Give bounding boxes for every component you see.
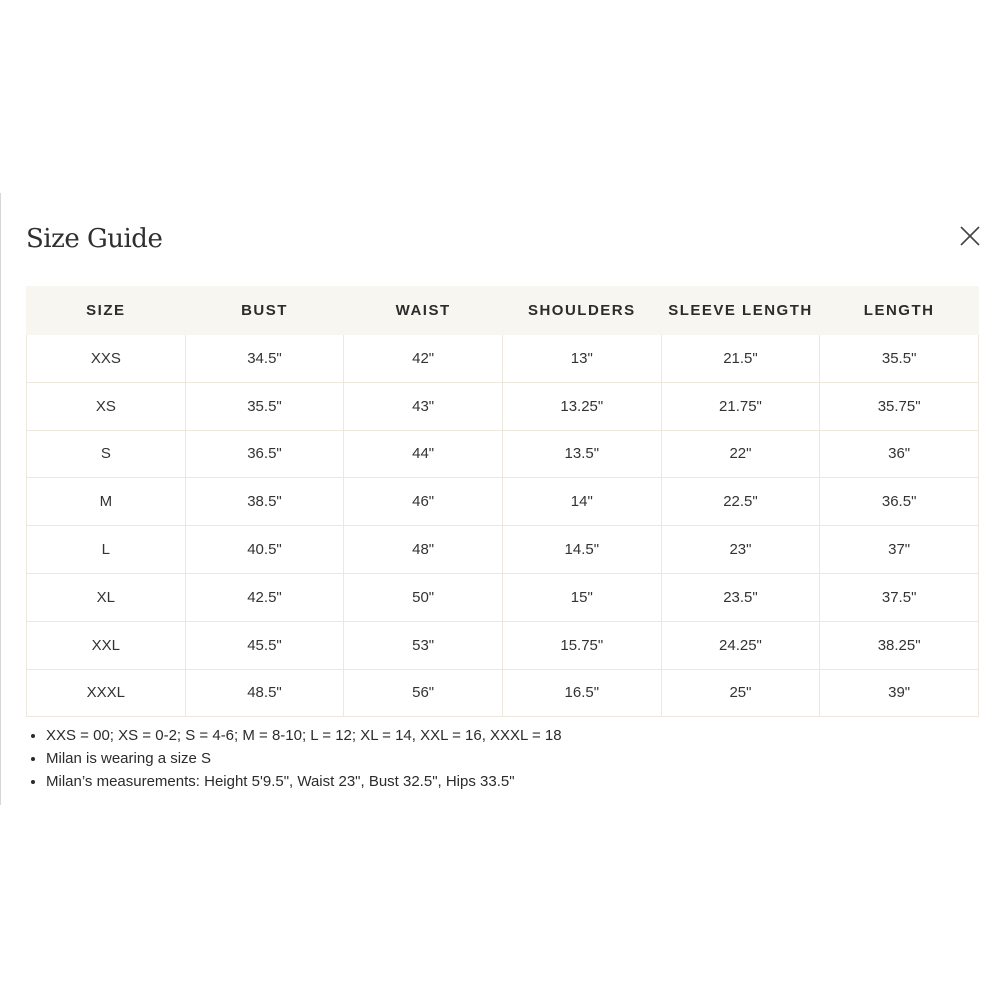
column-header-waist: WAIST (344, 287, 503, 335)
table-cell: 22.5" (661, 478, 820, 526)
column-header-size: SIZE (27, 287, 186, 335)
table-cell: 14" (502, 478, 661, 526)
table-header-row (27, 287, 979, 335)
table-cell: 43" (344, 382, 503, 430)
column-header-shoulders: SHOULDERS (502, 287, 661, 335)
table-cell: 45.5" (185, 621, 344, 669)
table-cell: 13.25" (502, 382, 661, 430)
table-cell: 23.5" (661, 573, 820, 621)
table-cell: M (27, 478, 186, 526)
table-cell: XXXL (27, 669, 186, 717)
table-cell: 36.5" (185, 430, 344, 478)
table-cell: S (27, 430, 186, 478)
table-cell: 46" (344, 478, 503, 526)
table-cell: 42.5" (185, 573, 344, 621)
table-cell: 24.25" (661, 621, 820, 669)
size-note-item: • XXS = 00; XS = 0-2; S = 4-6; M = 8-10; L = 12; XL = 14, XXL = 16, XXXL = 18 (46, 724, 562, 747)
table-cell: 35.5" (820, 335, 979, 383)
table-cell: 38.5" (185, 478, 344, 526)
table-cell: 37.5" (820, 573, 979, 621)
table-cell: 23" (661, 526, 820, 574)
table-cell: 53" (344, 621, 503, 669)
table-row (27, 526, 979, 574)
table-cell: 34.5" (185, 335, 344, 383)
table-cell: 13.5" (502, 430, 661, 478)
table-cell: 38.25" (820, 621, 979, 669)
table-row (27, 382, 979, 430)
table-cell: 21.75" (661, 382, 820, 430)
table-cell: 36.5" (820, 478, 979, 526)
column-header-bust: BUST (185, 287, 344, 335)
table-cell: 22" (661, 430, 820, 478)
table-cell: 35.75" (820, 382, 979, 430)
close-x-icon (956, 222, 984, 250)
table-row (27, 478, 979, 526)
table-cell: 48" (344, 526, 503, 574)
modal-title: Size Guide (26, 224, 163, 254)
table-cell: 14.5" (502, 526, 661, 574)
table-cell: 15.75" (502, 621, 661, 669)
table-cell: 13" (502, 335, 661, 383)
table-cell: 50" (344, 573, 503, 621)
table-cell: 37" (820, 526, 979, 574)
table-cell: 40.5" (185, 526, 344, 574)
table-cell: 48.5" (185, 669, 344, 717)
size-note-item: • Milan is wearing a size S (46, 747, 562, 770)
size-notes-list (26, 724, 562, 793)
table-row (27, 621, 979, 669)
table-cell: XL (27, 573, 186, 621)
table-cell: 56" (344, 669, 503, 717)
table-cell: 21.5" (661, 335, 820, 383)
size-table (26, 286, 979, 717)
table-cell: 44" (344, 430, 503, 478)
table-cell: L (27, 526, 186, 574)
table-row (27, 669, 979, 717)
table-cell: XXL (27, 621, 186, 669)
table-cell: 36" (820, 430, 979, 478)
table-cell: 25" (661, 669, 820, 717)
table-row (27, 335, 979, 383)
table-cell: 42" (344, 335, 503, 383)
table-cell: XXS (27, 335, 186, 383)
close-button[interactable] (956, 222, 984, 250)
size-note-item: • Milan’s measurements: Height 5'9.5", Waist 23", Bust 32.5", Hips 33.5" (46, 770, 562, 793)
table-cell: 39" (820, 669, 979, 717)
column-header-sleeve-length: SLEEVE LENGTH (661, 287, 820, 335)
table-cell: 16.5" (502, 669, 661, 717)
column-header-length: LENGTH (820, 287, 979, 335)
table-row (27, 573, 979, 621)
table-cell: XS (27, 382, 186, 430)
table-row (27, 430, 979, 478)
table-cell: 35.5" (185, 382, 344, 430)
table-cell: 15" (502, 573, 661, 621)
